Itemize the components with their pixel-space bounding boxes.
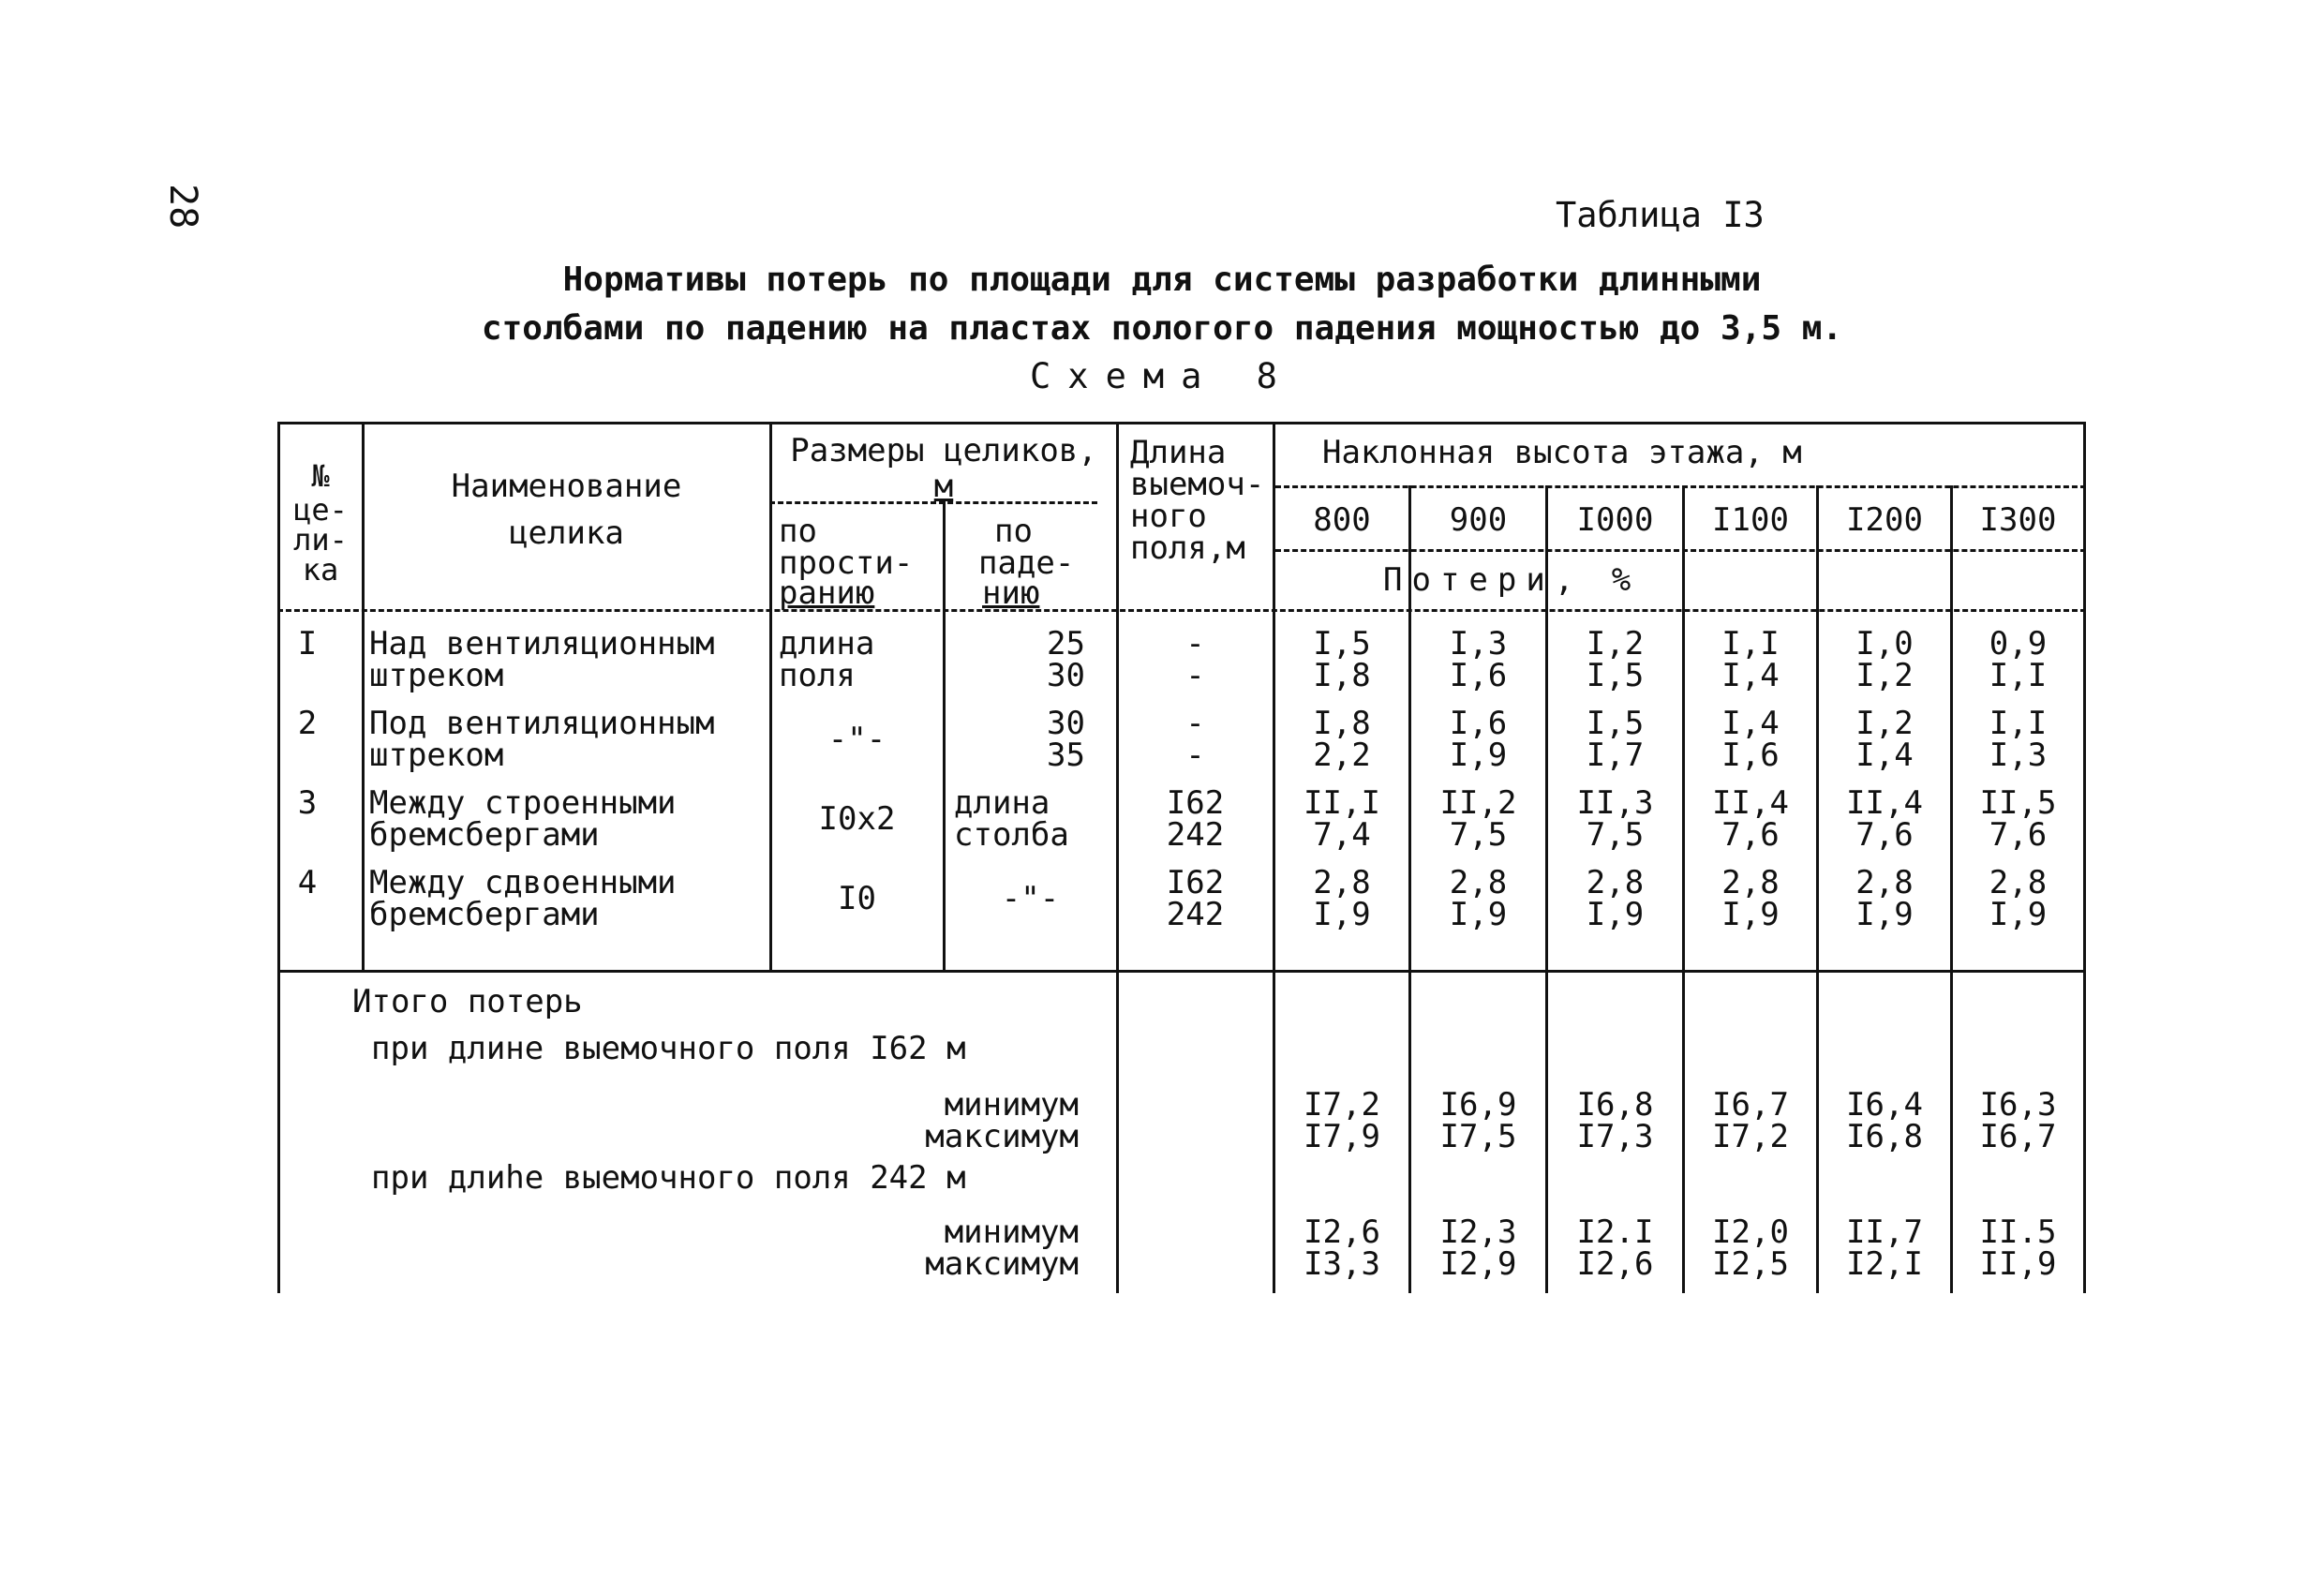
loss-value: 2,8: [1855, 864, 1914, 901]
header-dip-2: паде-: [978, 544, 1075, 582]
loss-value: I,9: [1721, 896, 1780, 933]
loss-value: I,3: [1449, 625, 1508, 663]
table-label: Таблица I3: [1556, 195, 1765, 235]
loss-value: 0,9: [1989, 625, 2048, 663]
loss-value: I,2: [1855, 657, 1914, 694]
loss-value: I,4: [1855, 737, 1914, 774]
heights-separator: [1275, 549, 2086, 552]
header-sizes-unit: м: [933, 468, 954, 505]
loss-value: 2,8: [1586, 864, 1645, 901]
row-strike: I0x2: [818, 800, 896, 838]
loss-value: I,6: [1449, 657, 1508, 694]
total-162-value: I7,2: [1304, 1086, 1380, 1124]
header-length-1: Длина: [1130, 434, 1227, 471]
header-dip-1: по: [994, 513, 1033, 550]
row-strike-line: поля: [779, 657, 856, 694]
header-separator: [277, 609, 2086, 612]
row-strike-line: длина: [779, 625, 875, 663]
row-name-line: штреком: [369, 737, 504, 774]
loss-value: 2,2: [1313, 737, 1371, 774]
height-1100: I100: [1712, 501, 1789, 539]
table-top-border: [277, 422, 2086, 424]
total-162-value: I6,8: [1576, 1086, 1654, 1124]
header-num-3: ли-: [293, 522, 348, 558]
table-title-line-1: Нормативы потерь по площади для системы разработки длинными: [562, 261, 1762, 299]
row-name-line: бремсбергами: [369, 816, 600, 854]
loss-value: 2,8: [1721, 864, 1780, 901]
loss-value: I,2: [1855, 705, 1914, 742]
row-dip-line: 25: [1047, 625, 1085, 663]
total-162-value: I7,5: [1439, 1118, 1517, 1155]
header-num-2: це-: [293, 492, 348, 528]
header-name-2: целика: [509, 514, 624, 552]
row-length-line: I62: [1166, 784, 1225, 822]
header-strike-2: прости-: [779, 544, 914, 582]
total-242-value: II,7: [1846, 1213, 1923, 1251]
table-right-border: [2083, 422, 2086, 1293]
row-length-line: -: [1185, 705, 1205, 742]
loss-value: 7,6: [1721, 816, 1780, 854]
row-length-line: I62: [1166, 864, 1225, 901]
loss-value: I,8: [1313, 657, 1371, 694]
loss-value: I,4: [1721, 705, 1780, 742]
total-242-value: I2,0: [1712, 1213, 1789, 1251]
loss-value: II,5: [1979, 784, 2057, 822]
row-strike: I0: [838, 880, 876, 917]
total-162-value: I7,2: [1712, 1118, 1789, 1155]
row-dip-line: 30: [1047, 705, 1085, 742]
header-num-1: №: [311, 458, 330, 494]
total-162-value: I6,3: [1979, 1086, 2057, 1124]
loss-value: 7,4: [1313, 816, 1371, 854]
total-242-value: I2,6: [1576, 1245, 1654, 1283]
totals-242-maximum-label: максимум: [925, 1245, 1079, 1283]
loss-value: 7,5: [1449, 816, 1508, 854]
header-length-2: выемоч-: [1130, 466, 1265, 503]
loss-value: I,9: [1586, 896, 1645, 933]
row-name-line: Под вентиляционным: [369, 705, 715, 742]
total-162-value: I6,7: [1979, 1118, 2057, 1155]
header-dip-3: нию: [982, 574, 1040, 612]
col-length-divider: [1273, 422, 1275, 1293]
totals-field-162-label: при длине выемочного поля I62 м: [371, 1030, 966, 1067]
total-242-value: I2,I: [1846, 1245, 1923, 1283]
loss-value: I,4: [1721, 657, 1780, 694]
page-number: 28: [161, 184, 204, 230]
total-162-value: I6,8: [1846, 1118, 1923, 1155]
loss-value: 2,8: [1313, 864, 1371, 901]
header-sizes-title: Размеры целиков,: [790, 432, 1097, 469]
total-162-value: I7,3: [1576, 1118, 1654, 1155]
table-title-line-2: столбами по падению на пластах пологого падения мощностью до 3,5 м.: [481, 309, 1843, 348]
header-height-title: Наклонная высота этажа, м: [1322, 434, 1802, 471]
loss-value: I,3: [1989, 737, 2048, 774]
height-1000: I000: [1576, 501, 1654, 539]
total-162-value: I6,4: [1846, 1086, 1923, 1124]
row-num: I: [297, 625, 318, 663]
loss-value: I,9: [1989, 896, 2048, 933]
row-name-line: бремсбергами: [369, 896, 600, 933]
loss-value: I,6: [1449, 705, 1508, 742]
totals-separator: [277, 970, 2086, 973]
total-242-value: I3,3: [1304, 1245, 1380, 1283]
header-strike-1: по: [779, 513, 817, 550]
loss-value: II,4: [1846, 784, 1923, 822]
height-900: 900: [1449, 501, 1508, 539]
totals-field-242-label: при длиhе выемочного поля 242 м: [371, 1159, 966, 1197]
row-num: 3: [297, 784, 318, 822]
row-length-line: -: [1185, 625, 1205, 663]
loss-value: II,3: [1576, 784, 1654, 822]
loss-value: I,I: [1989, 657, 2048, 694]
loss-value: II,I: [1304, 784, 1380, 822]
scheme-label: Схема 8: [1030, 356, 1294, 396]
loss-value: 7,5: [1586, 816, 1645, 854]
loss-value: I,9: [1855, 896, 1914, 933]
total-242-value: II,9: [1979, 1245, 2057, 1283]
loss-value: I,6: [1721, 737, 1780, 774]
loss-value: 7,6: [1989, 816, 2048, 854]
header-length-3: ного: [1130, 498, 1207, 535]
row-name-line: Между строенными: [369, 784, 677, 822]
loss-value: 2,8: [1989, 864, 2048, 901]
totals-242-minimum-label: минимум: [944, 1213, 1079, 1251]
loss-value: I,5: [1586, 657, 1645, 694]
row-dip-line: длина: [954, 784, 1050, 822]
loss-value: I,5: [1313, 625, 1371, 663]
height-title-separator: [1275, 485, 2086, 488]
row-dip: -"-: [1001, 880, 1060, 917]
totals-label: Итого потерь: [352, 983, 583, 1020]
header-length-4: поля,м: [1130, 529, 1245, 567]
totals-162-maximum-label: максимум: [925, 1118, 1079, 1155]
row-name-line: Над вентиляционным: [369, 625, 715, 663]
loss-value: I,2: [1586, 625, 1645, 663]
loss-value: I,7: [1586, 737, 1645, 774]
total-242-value: I2,9: [1439, 1245, 1517, 1283]
row-length-line: 242: [1166, 896, 1225, 933]
loss-value: 7,6: [1855, 816, 1914, 854]
loss-value: I,9: [1449, 737, 1508, 774]
row-num: 2: [297, 705, 318, 742]
loss-value: 2,8: [1449, 864, 1508, 901]
row-dip-line: 35: [1047, 737, 1085, 774]
total-242-value: I2,6: [1304, 1213, 1380, 1251]
loss-value: I,5: [1586, 705, 1645, 742]
header-num-4: ка: [302, 552, 339, 588]
row-dip-line: столба: [954, 816, 1069, 854]
height-800: 800: [1313, 501, 1371, 539]
col-sizes-divider: [1116, 422, 1119, 1293]
row-dip-line: 30: [1047, 657, 1085, 694]
loss-value: I,9: [1313, 896, 1371, 933]
row-length-line: -: [1185, 737, 1205, 774]
col-num-divider: [362, 422, 365, 970]
loss-value: I,I: [1721, 625, 1780, 663]
row-num: 4: [297, 864, 318, 901]
height-1300: I300: [1979, 501, 2057, 539]
loss-value: I,I: [1989, 705, 2048, 742]
loss-value: I,8: [1313, 705, 1371, 742]
total-242-value: I2,3: [1439, 1213, 1517, 1251]
loss-value: II,2: [1439, 784, 1517, 822]
total-242-value: I2.I: [1576, 1213, 1654, 1251]
losses-table: [277, 422, 2086, 1293]
totals-162-minimum-label: минимум: [944, 1086, 1079, 1124]
header-name-1: Наименование: [451, 468, 682, 505]
row-strike: -"-: [827, 721, 886, 758]
row-name-line: штреком: [369, 657, 504, 694]
height-1200: I200: [1846, 501, 1923, 539]
loss-value: II,4: [1712, 784, 1789, 822]
total-162-value: I6,7: [1712, 1086, 1789, 1124]
header-losses-label: Потери, %: [1383, 561, 1641, 599]
row-length-line: 242: [1166, 816, 1225, 854]
loss-value: I,0: [1855, 625, 1914, 663]
loss-value: I,9: [1449, 896, 1508, 933]
row-name-line: Между сдвоенными: [369, 864, 677, 901]
total-242-value: II.5: [1979, 1213, 2057, 1251]
total-162-value: I7,9: [1304, 1118, 1380, 1155]
total-162-value: I6,9: [1439, 1086, 1517, 1124]
row-length-line: -: [1185, 657, 1205, 694]
total-242-value: I2,5: [1712, 1245, 1789, 1283]
header-strike-3: ранию: [779, 574, 875, 612]
